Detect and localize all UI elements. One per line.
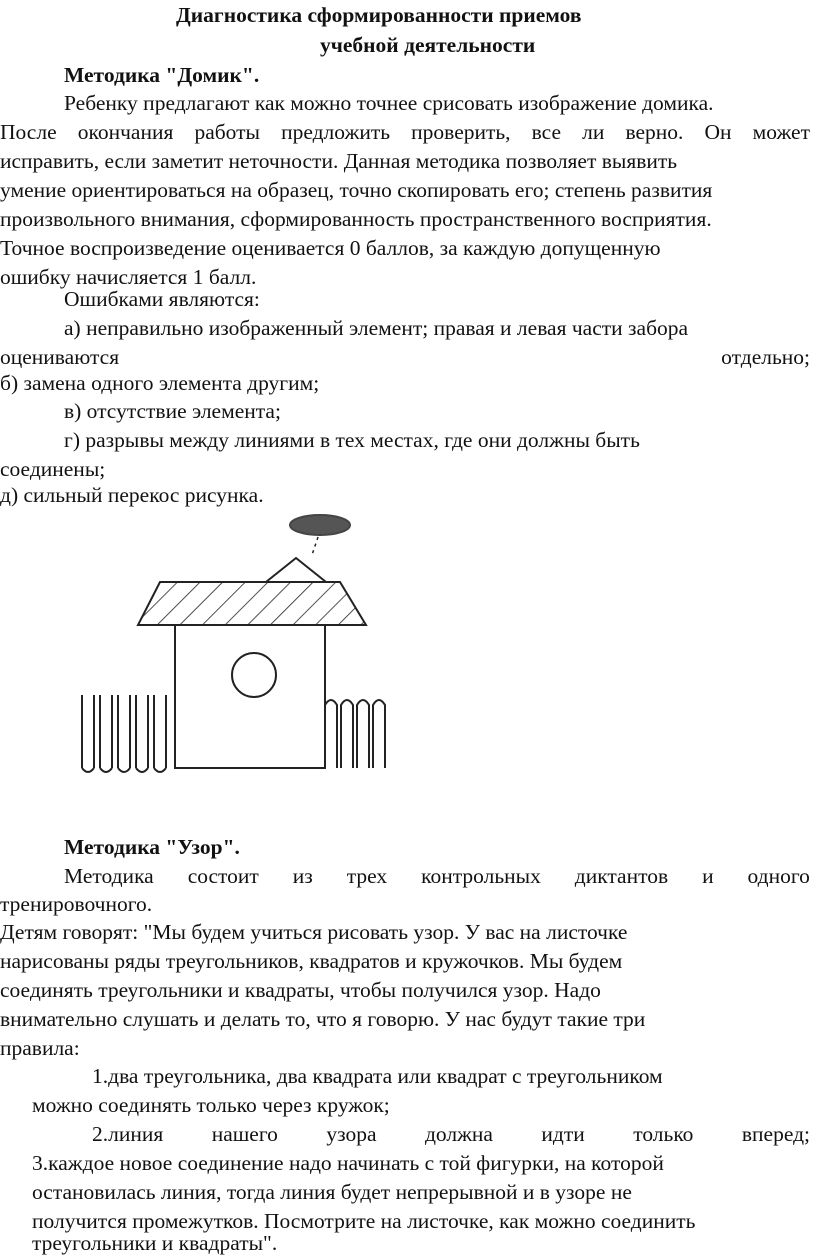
right-fence <box>325 700 385 768</box>
uzor-text-line: тренировочного. <box>0 892 153 916</box>
uzor-text-line: Детям говорят: "Мы будем учиться рисовать узор. У вас на листочке <box>0 920 628 944</box>
roof <box>138 582 366 625</box>
errors-intro: Ошибками являются: <box>64 287 260 311</box>
rule-item-continued: можно соединять только через кружок; <box>32 1093 390 1117</box>
domik-text-line: произвольного внимания, сформированность пространственного восприятия. <box>0 207 712 231</box>
domik-heading: Методика "Домик". <box>64 63 260 87</box>
smoke-trail <box>312 537 318 555</box>
rule-item: 2.линия нашего узора должна идти только вперед; <box>92 1122 810 1146</box>
uzor-text-line: нарисованы ряды треугольников, квадратов и кружочков. Мы будем <box>0 949 623 973</box>
rule-item-continued: остановилась линия, тогда линия будет непрерывной и в узоре не <box>32 1180 632 1204</box>
chimney <box>266 558 326 582</box>
rule-item-continued: получится промежутков. Посмотрите на листочке, как можно соединить <box>32 1209 696 1233</box>
domik-text-line: исправить, если заметит неточности. Данная методика позволяет выявить <box>0 149 678 173</box>
error-item: в) отсутствие элемента; <box>64 399 281 423</box>
smoke-cloud <box>290 515 350 535</box>
uzor-text-line: соединять треугольники и квадраты, чтобы получился узор. Надо <box>0 978 601 1002</box>
rule-item: 3.каждое новое соединение надо начинать с той фигурки, на которой <box>32 1151 664 1175</box>
domik-text-line: После окончания работы предложить проверить, все ли верно. Он может <box>0 120 810 144</box>
uzor-heading: Методика "Узор". <box>64 835 240 859</box>
domik-text-line: умение ориентироваться на образец, точно скопировать его; степень развития <box>0 178 713 202</box>
rule-item-continued: треугольники и квадраты". <box>32 1231 278 1255</box>
left-fence <box>82 695 166 772</box>
domik-text-line: Точное воспроизведение оценивается 0 баллов, за каждую допущенную <box>0 236 661 260</box>
uzor-text-line: Методика состоит из трех контрольных диктантов и одного <box>64 864 810 888</box>
title-line-2: учебной деятельности <box>320 33 536 57</box>
domik-text-line: ошибку начисляется 1 балл. <box>0 265 257 289</box>
title-line-1: Диагностика сформированности приемов <box>176 3 582 27</box>
house-drawing <box>0 510 816 790</box>
error-item: б) замена одного элемента другим; <box>0 371 320 395</box>
error-item: д) сильный перекос рисунка. <box>0 483 264 507</box>
error-item-continued: соединены; <box>0 457 106 481</box>
uzor-text-line: правила: <box>0 1036 80 1060</box>
domik-text-line: Ребенку предлагают как можно точнее срисовать изображение домика. <box>64 91 714 115</box>
error-item: г) разрывы между линиями в тех местах, где они должны быть <box>64 428 640 452</box>
rule-item: 1.два треугольника, два квадрата или квадрат с треугольником <box>92 1064 663 1088</box>
uzor-text-line: внимательно слушать и делать то, что я говорю. У нас будут такие три <box>0 1007 646 1031</box>
error-item-continued: оцениваются отдельно; <box>0 345 810 369</box>
error-item: а) неправильно изображенный элемент; правая и левая части забора <box>64 316 689 340</box>
